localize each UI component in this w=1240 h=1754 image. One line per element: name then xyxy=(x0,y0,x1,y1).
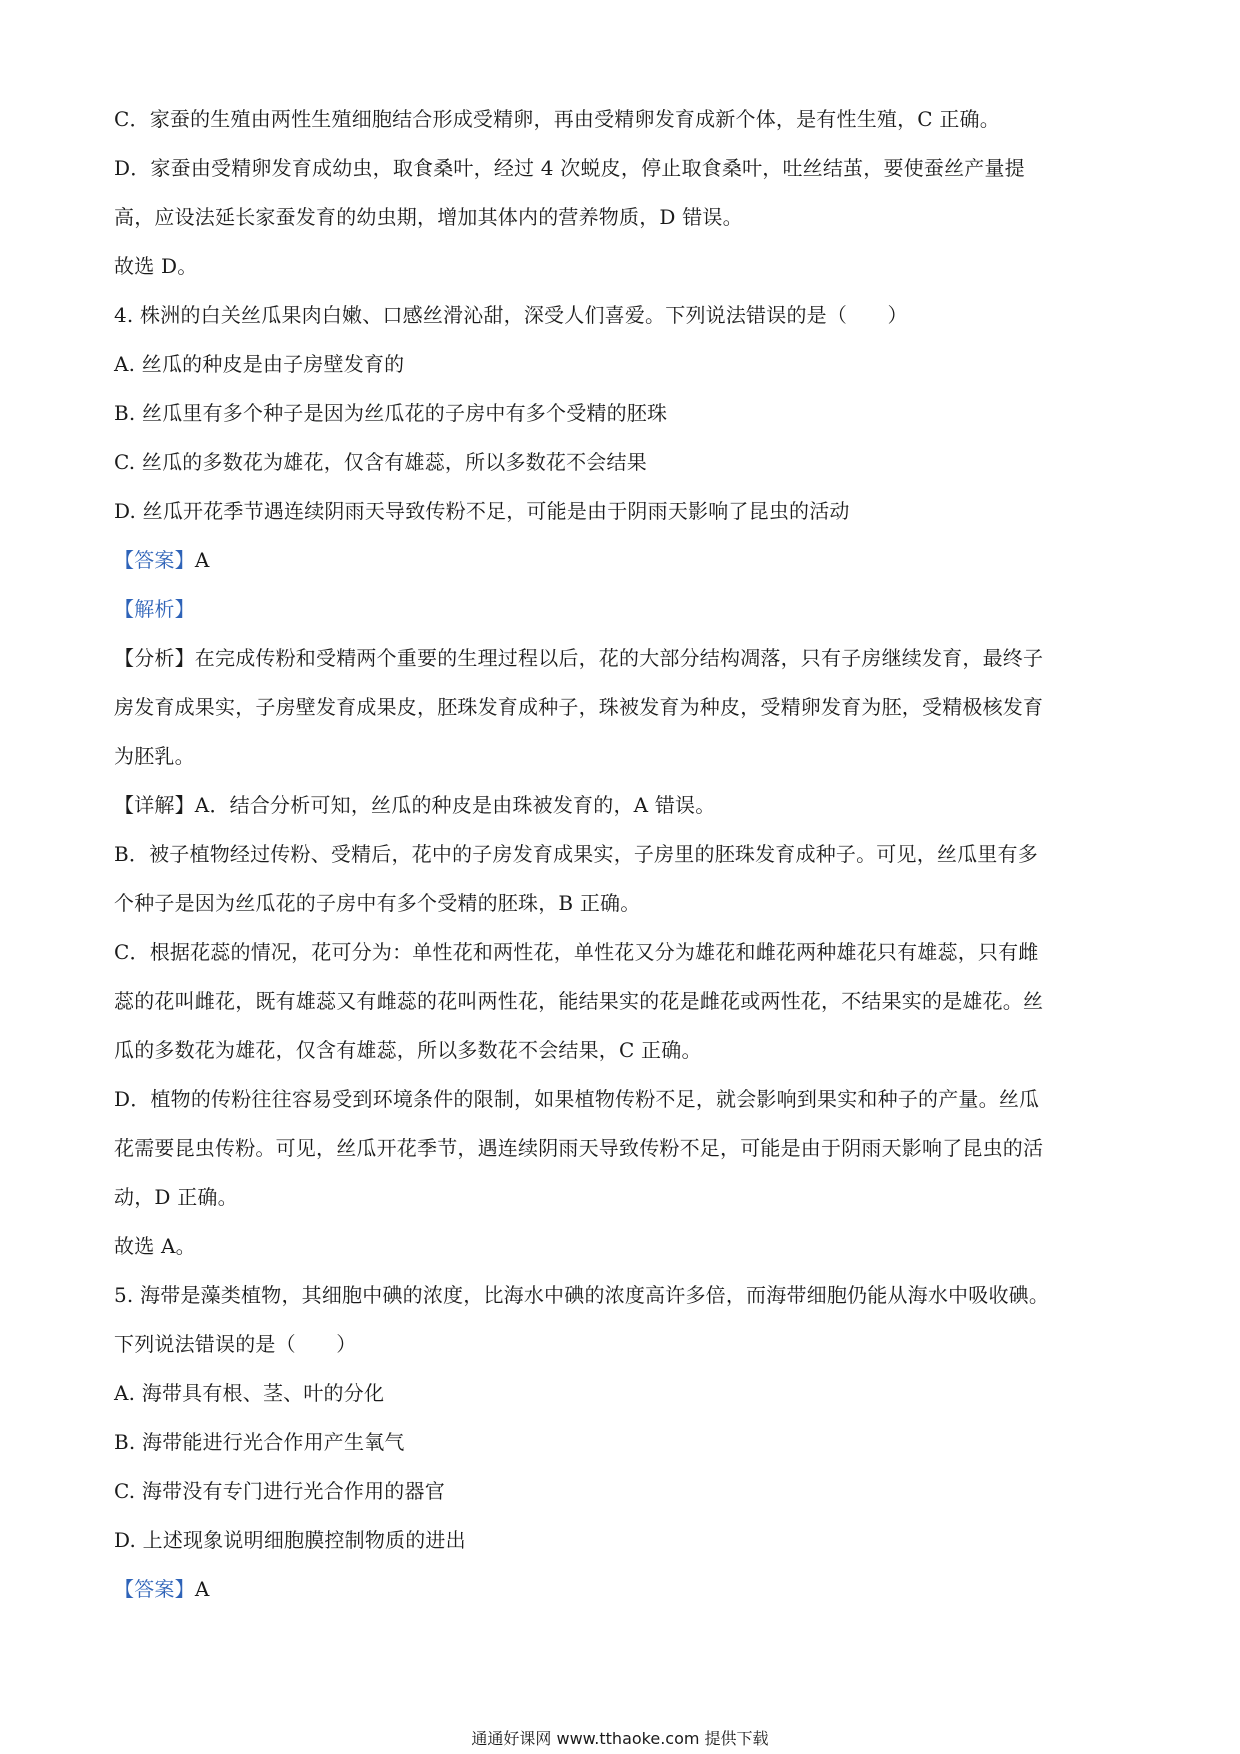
answer-tag: 【答案】 xyxy=(114,1577,195,1601)
line-text: C．根据花蕊的情况，花可分为：单性花和两性花，单性花又分为雄花和雌花两种雄花只有雄蕊，只有雌 xyxy=(114,940,1039,964)
line-text: 蕊的花叫雌花，既有雄蕊又有雌蕊的花叫两性花，能结果实的花是雌花或两性花，不结果实的是雄花。丝 xyxy=(114,989,1044,1013)
text-line xyxy=(114,781,1134,830)
answer-value: A xyxy=(194,1577,210,1601)
option-a xyxy=(114,340,1134,389)
option-c xyxy=(114,438,1134,487)
text-line xyxy=(114,732,1134,781)
text-line xyxy=(114,1173,1134,1222)
text-line xyxy=(114,242,1134,291)
line-text: 5. 海带是藻类植物，其细胞中碘的浓度，比海水中碘的浓度高许多倍，而海带细胞仍能从海水中吸收碘。 xyxy=(114,1283,1050,1307)
answer-line xyxy=(114,1565,1134,1614)
answer-line xyxy=(114,536,1134,585)
question-stem xyxy=(114,1271,1134,1320)
text-line xyxy=(114,634,1134,683)
line-text: 故选 D。 xyxy=(114,254,198,278)
answer-value: A xyxy=(194,548,210,572)
line-text: D．植物的传粉往往容易受到环境条件的限制，如果植物传粉不足，就会影响到果实和种子的产量。丝瓜 xyxy=(114,1087,1040,1111)
question-stem xyxy=(114,1320,1134,1369)
text-line xyxy=(114,683,1134,732)
line-text: C. 海带没有专门进行光合作用的器官 xyxy=(114,1479,445,1503)
text-line xyxy=(114,1222,1134,1271)
option-b xyxy=(114,1418,1134,1467)
option-d xyxy=(114,1516,1134,1565)
text-line xyxy=(114,144,1134,193)
document-body xyxy=(114,95,1134,1614)
text-line xyxy=(114,879,1134,928)
line-text: 个种子是因为丝瓜花的子房中有多个受精的胚珠，B 正确。 xyxy=(114,891,641,915)
page-footer: 通通好课网 www.tthaoke.com 提供下载 xyxy=(471,1729,769,1748)
line-text: 为胚乳。 xyxy=(114,744,195,768)
line-text: C．家蚕的生殖由两性生殖细胞结合形成受精卵，再由受精卵发育成新个体，是有性生殖，C 正确。 xyxy=(114,107,1000,131)
text-line xyxy=(114,1075,1134,1124)
text-line xyxy=(114,193,1134,242)
text-line xyxy=(114,928,1134,977)
line-text: A. 丝瓜的种皮是由子房壁发育的 xyxy=(114,352,405,376)
text-line xyxy=(114,977,1134,1026)
line-text: B. 丝瓜里有多个种子是因为丝瓜花的子房中有多个受精的胚珠 xyxy=(114,401,668,425)
line-text: D. 丝瓜开花季节遇连续阴雨天导致传粉不足，可能是由于阴雨天影响了昆虫的活动 xyxy=(114,499,850,523)
analysis-heading xyxy=(114,585,1134,634)
line-text: 房发育成果实，子房壁发育成果皮，胚珠发育成种子，珠被发育为种皮，受精卵发育为胚，受精极核发育 xyxy=(114,695,1044,719)
analysis-tag: 【解析】 xyxy=(114,597,195,621)
line-text: 高，应设法延长家蚕发育的幼虫期，增加其体内的营养物质，D 错误。 xyxy=(114,205,743,229)
line-text: B. 海带能进行光合作用产生氧气 xyxy=(114,1430,405,1454)
line-text: 瓜的多数花为雄花，仅含有雄蕊，所以多数花不会结果，C 正确。 xyxy=(114,1038,702,1062)
line-text: 故选 A。 xyxy=(114,1234,196,1258)
line-text: 下列说法错误的是（ ） xyxy=(114,1332,357,1356)
line-text: B．被子植物经过传粉、受精后，花中的子房发育成果实，子房里的胚珠发育成种子。可见，丝瓜里有多 xyxy=(114,842,1038,866)
question-stem xyxy=(114,291,1134,340)
line-text: D．家蚕由受精卵发育成幼虫，取食桑叶，经过 4 次蜕皮，停止取食桑叶，吐丝结茧，要使蚕丝产量提 xyxy=(114,156,1025,180)
line-text: D. 上述现象说明细胞膜控制物质的进出 xyxy=(114,1528,466,1552)
line-text: C. 丝瓜的多数花为雄花，仅含有雄蕊，所以多数花不会结果 xyxy=(114,450,647,474)
line-text: 花需要昆虫传粉。可见，丝瓜开花季节，遇连续阴雨天导致传粉不足，可能是由于阴雨天影响了昆虫的活 xyxy=(114,1136,1044,1160)
line-text: 【分析】在完成传粉和受精两个重要的生理过程以后，花的大部分结构凋落，只有子房继续发育，最终子 xyxy=(114,646,1044,670)
line-text: A. 海带具有根、茎、叶的分化 xyxy=(114,1381,385,1405)
option-c xyxy=(114,1467,1134,1516)
option-d xyxy=(114,487,1134,536)
text-line xyxy=(114,830,1134,879)
line-text: 4. 株洲的白关丝瓜果肉白嫩、口感丝滑沁甜，深受人们喜爱。下列说法错误的是（ ） xyxy=(114,303,908,327)
line-text: 动，D 正确。 xyxy=(114,1185,238,1209)
option-a xyxy=(114,1369,1134,1418)
text-line xyxy=(114,1124,1134,1173)
option-b xyxy=(114,389,1134,438)
line-text: 【详解】A．结合分析可知，丝瓜的种皮是由珠被发育的，A 错误。 xyxy=(114,793,716,817)
text-line xyxy=(114,95,1134,144)
text-line xyxy=(114,1026,1134,1075)
answer-tag: 【答案】 xyxy=(114,548,195,572)
